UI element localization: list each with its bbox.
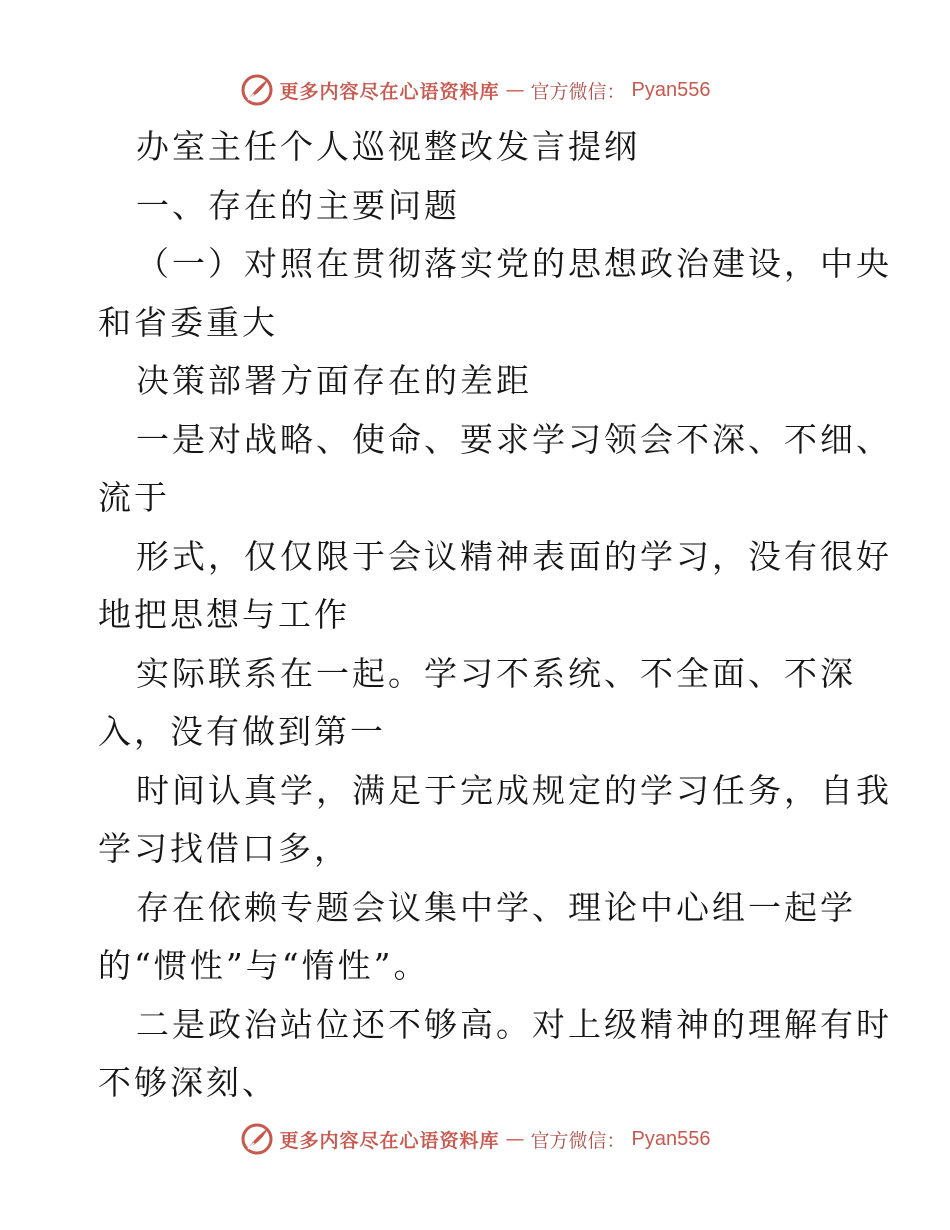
banner-wechat-id: Pyan556 xyxy=(631,1127,711,1150)
text-line: 学习找借口多， xyxy=(98,829,350,868)
footer-banner xyxy=(0,1119,950,1159)
text-line: 入，没有做到第一 xyxy=(98,712,386,751)
text-line: 一是对战略、使命、要求学习领会不深、不细、 xyxy=(136,419,892,459)
text-line: 二是政治站位还不够高。对上级精神的理解有时 xyxy=(136,1004,892,1044)
banner-wechat-id: Pyan556 xyxy=(631,78,711,101)
feather-quill-logo-icon xyxy=(240,73,274,107)
text-line: 决策部署方面存在的差距 xyxy=(136,361,532,400)
text-line: 流于 xyxy=(98,478,170,517)
text-line: 不够深刻、 xyxy=(98,1063,278,1102)
text-line: 和省委重大 xyxy=(98,302,278,342)
header-banner xyxy=(0,70,950,110)
text-line: 时间认真学，满足于完成规定的学习任务，自我 xyxy=(136,770,892,810)
banner-dash: — xyxy=(505,1128,525,1150)
text-line: 办室主任个人巡视整改发言提纲 xyxy=(136,127,640,166)
text-line: 的“惯性”与“惰性”。 xyxy=(98,946,430,985)
text-line: 一、存在的主要问题 xyxy=(136,185,460,225)
document-body xyxy=(98,118,892,1113)
text-line: 形式，仅仅限于会议精神表面的学习，没有很好 xyxy=(136,536,892,576)
banner-wechat-label: 官方微信： xyxy=(530,80,626,103)
text-line: 实际联系在一起。学习不系统、不全面、不深 xyxy=(136,653,856,693)
text-line: （一）对照在贯彻落实党的思想政治建设，中央 xyxy=(136,244,892,283)
banner-slogan: 更多内容尽在心语资料库 xyxy=(279,80,500,103)
banner-dash: — xyxy=(505,79,525,101)
text-line: 地把思想与工作 xyxy=(98,595,350,634)
banner-slogan: 更多内容尽在心语资料库 xyxy=(279,1129,500,1152)
text-line: 存在依赖专题会议集中学、理论中心组一起学 xyxy=(136,887,856,927)
feather-quill-logo-icon xyxy=(240,1122,274,1156)
banner-wechat-label: 官方微信： xyxy=(530,1129,626,1152)
